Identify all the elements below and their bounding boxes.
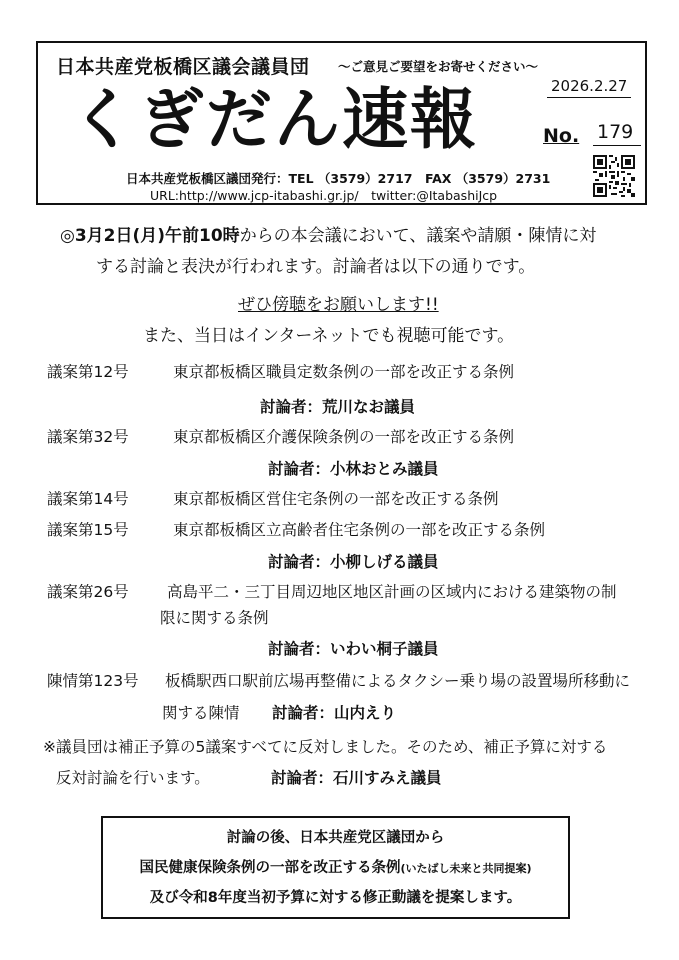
- item-title: 高島平二・三丁目周辺地区地区計画の区域内における建築物の制: [167, 583, 617, 601]
- item-title: 東京都板橋区立高齢者住宅条例の一部を改正する条例: [173, 521, 546, 539]
- item-label: 議案第15号: [47, 521, 129, 539]
- masthead: [36, 41, 647, 205]
- speaker: 討論者：いわい桐子議員: [268, 640, 439, 658]
- speaker: 討論者：山内えり: [272, 704, 397, 722]
- intro-line-1: [60, 221, 596, 246]
- web-links: URL:http://www.jcp-itabashi.gr.jp/ twitter:@ItabashiJcp: [150, 188, 498, 203]
- notice-line-2: [103, 856, 568, 877]
- issue-number: 179: [593, 121, 641, 146]
- notice-ordinance: 国民健康保険条例の一部を改正する条例: [139, 860, 401, 876]
- organization-name: 日本共産党板橋区議会議員団: [56, 56, 310, 78]
- item-label: 議案第32号: [47, 428, 129, 446]
- motion-notice-box: [101, 816, 570, 919]
- item-title-continued: 関する陳情: [162, 704, 240, 722]
- budget-note: ※議員団は補正予算の5議案すべてに反対しました。そのため、補正予算に対する: [43, 738, 608, 756]
- speaker: 討論者：荒川なお議員: [260, 398, 416, 416]
- item-title: 東京都板橋区職員定数条例の一部を改正する条例: [173, 363, 515, 381]
- notice-line-1: 討論の後、日本共産党区議団から: [226, 830, 445, 846]
- slogan: ～ご意見ご要望をお寄せください～: [338, 59, 539, 74]
- session-datetime: ◎3月2日(月)午前10時: [60, 226, 240, 246]
- contact-info: 日本共産党板橋区議団発行：TEL （3579）2717 FAX （3579）2731: [126, 171, 551, 186]
- intro-text: からの本会議において、議案や請願・陳情に対: [239, 226, 597, 246]
- issue-number-label: No.: [543, 125, 580, 147]
- speaker: 討論者：小柳しげる議員: [268, 553, 439, 571]
- qr-code-icon: [593, 155, 635, 197]
- item-label: 議案第12号: [47, 363, 129, 381]
- online-viewing-note: また、当日はインターネットでも視聴可能です。: [143, 326, 515, 346]
- item-title: 東京都板橋区営住宅条例の一部を改正する条例: [173, 490, 499, 508]
- item-title-continued: 限に関する条例: [160, 609, 269, 627]
- speaker: 討論者：小林おとみ議員: [268, 460, 439, 478]
- newsletter-title: くぎだん速報: [70, 81, 478, 158]
- attendance-appeal: ぜひ傍聴をお願いします!!: [238, 295, 439, 315]
- speaker: 討論者：石川すみえ議員: [271, 769, 442, 787]
- item-title: 板橋駅西口駅前広場再整備によるタクシー乗り場の設置場所移動に: [165, 672, 631, 690]
- budget-note-continued: 反対討論を行います。: [56, 769, 210, 787]
- issue-date: 2026.2.27: [547, 77, 631, 98]
- notice-line-3: 及び令和8年度当初予算に対する修正動議を提案します。: [149, 890, 522, 906]
- intro-line-2: する討論と表決が行われます。討論者は以下の通りです。: [96, 257, 536, 277]
- item-label: 議案第26号: [47, 583, 129, 601]
- item-label: 陳情第123号: [47, 672, 139, 690]
- notice-co-sponsor: (いたばし未来と共同提案): [400, 862, 532, 875]
- item-title: 東京都板橋区介護保険条例の一部を改正する条例: [173, 428, 515, 446]
- item-label: 議案第14号: [47, 490, 129, 508]
